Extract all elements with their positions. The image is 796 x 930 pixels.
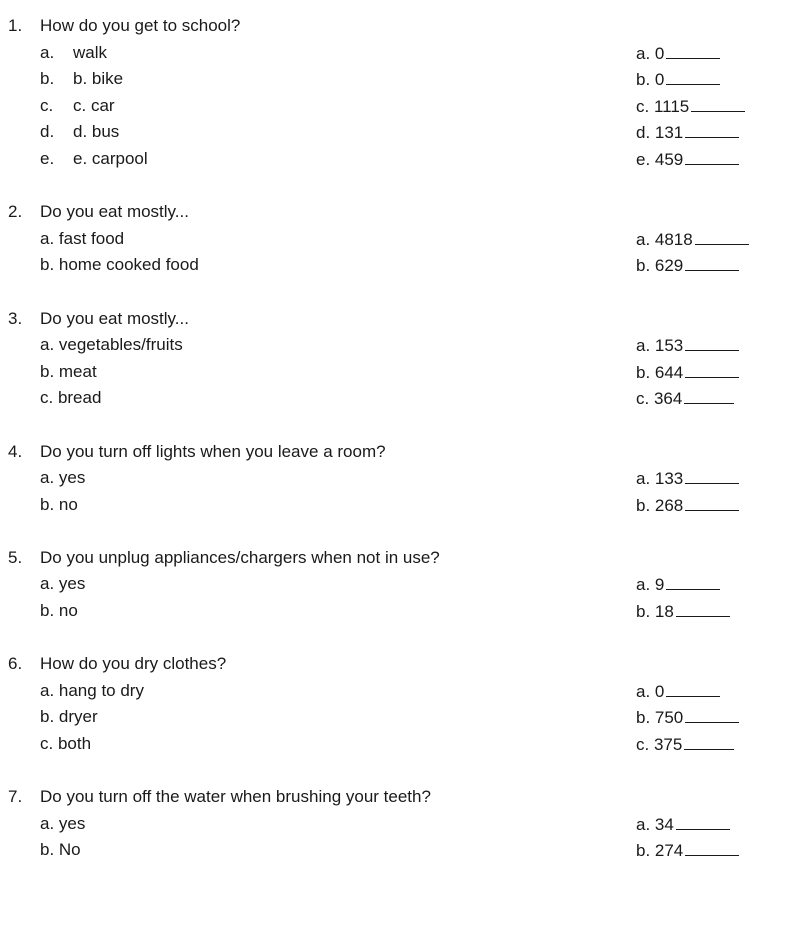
spacer <box>0 518 796 545</box>
question-1 <box>0 13 796 173</box>
question-line <box>0 306 796 333</box>
question-text: Do you turn off the water when brushing your teeth? <box>40 787 431 807</box>
question-line <box>0 545 796 572</box>
answer-count <box>636 811 730 839</box>
option-text: b. meat <box>40 361 97 381</box>
answer-count <box>636 332 739 360</box>
option-row <box>0 119 796 146</box>
answer-blank[interactable] <box>691 93 745 112</box>
question-number: 5. <box>8 547 23 567</box>
option-text: walk <box>73 42 108 62</box>
question-line <box>0 13 796 40</box>
option-row <box>0 598 796 625</box>
option-row <box>0 492 796 519</box>
answer-blank[interactable] <box>695 226 749 245</box>
answer-count <box>636 492 739 520</box>
spacer <box>0 412 796 439</box>
answer-label: a. 153 <box>636 336 684 356</box>
answer-label: c. 375 <box>636 735 683 755</box>
question-7 <box>0 784 796 864</box>
answer-label: c. 364 <box>636 389 683 409</box>
option-text: a. fast food <box>40 228 125 248</box>
question-text: Do you eat mostly... <box>40 308 189 328</box>
answer-blank[interactable] <box>685 492 739 511</box>
answer-blank[interactable] <box>676 598 730 617</box>
option-row <box>0 146 796 173</box>
answer-label: a. 0 <box>636 681 665 701</box>
answer-blank[interactable] <box>684 385 734 404</box>
option-text: a. yes <box>40 468 86 488</box>
answer-blank[interactable] <box>685 704 739 723</box>
option-text: c. both <box>40 734 92 754</box>
option-row <box>0 811 796 838</box>
option-text: b. home cooked food <box>40 255 199 275</box>
option-text: d. bus <box>73 122 120 142</box>
answer-count <box>636 146 739 174</box>
answer-label: b. 750 <box>636 708 684 728</box>
spacer <box>0 625 796 652</box>
option-text: e. carpool <box>73 148 148 168</box>
answer-label: b. 274 <box>636 841 684 861</box>
answer-count <box>636 704 739 732</box>
question-line <box>0 439 796 466</box>
option-row <box>0 93 796 120</box>
answer-blank[interactable] <box>676 811 730 830</box>
answer-blank[interactable] <box>685 146 739 165</box>
answer-label: a. 133 <box>636 469 684 489</box>
question-5 <box>0 545 796 625</box>
option-row <box>0 226 796 253</box>
answer-count <box>636 465 739 493</box>
option-text: b. bike <box>73 69 124 89</box>
spacer <box>0 173 796 200</box>
answer-label: b. 644 <box>636 362 684 382</box>
option-row <box>0 385 796 412</box>
option-letter: b. <box>40 69 55 89</box>
option-row <box>0 465 796 492</box>
question-number: 6. <box>8 654 23 674</box>
option-text: b. no <box>40 494 78 514</box>
option-letter: d. <box>40 122 55 142</box>
answer-blank[interactable] <box>666 66 720 85</box>
answer-count <box>636 385 734 413</box>
answer-label: c. 1115 <box>636 96 690 116</box>
question-number: 4. <box>8 441 23 461</box>
spacer <box>0 279 796 306</box>
question-number: 1. <box>8 16 23 35</box>
question-text: Do you unplug appliances/chargers when not in use? <box>40 547 440 567</box>
option-row <box>0 66 796 93</box>
answer-label: a. 0 <box>636 43 665 63</box>
option-text: a. vegetables/fruits <box>40 335 183 355</box>
question-6 <box>0 651 796 757</box>
survey-sheet <box>0 13 796 864</box>
question-number: 7. <box>8 787 23 807</box>
answer-label: b. 18 <box>636 602 674 622</box>
answer-label: a. 34 <box>636 814 674 834</box>
answer-count <box>636 226 749 254</box>
question-number: 3. <box>8 308 23 328</box>
answer-blank[interactable] <box>684 731 734 750</box>
answer-count <box>636 837 739 865</box>
answer-count <box>636 598 730 626</box>
answer-label: d. 131 <box>636 123 684 143</box>
answer-blank[interactable] <box>685 465 739 484</box>
option-text: b. no <box>40 601 78 621</box>
option-text: a. yes <box>40 574 86 594</box>
answer-count <box>636 678 720 706</box>
answer-count <box>636 359 739 387</box>
option-text: b. dryer <box>40 707 98 727</box>
option-row <box>0 837 796 864</box>
option-row <box>0 704 796 731</box>
question-4 <box>0 439 796 519</box>
option-row <box>0 332 796 359</box>
answer-blank[interactable] <box>685 332 739 351</box>
answer-count <box>636 571 720 599</box>
answer-label: b. 268 <box>636 495 684 515</box>
answer-count <box>636 731 734 759</box>
option-text: c. car <box>73 95 115 115</box>
question-text: How do you dry clothes? <box>40 654 227 674</box>
option-row <box>0 40 796 67</box>
question-2 <box>0 199 796 279</box>
answer-count <box>636 66 720 94</box>
answer-label: b. 629 <box>636 256 684 276</box>
answer-count <box>636 119 739 147</box>
option-row <box>0 731 796 758</box>
spacer <box>0 758 796 785</box>
option-letter: e. <box>40 148 55 168</box>
answer-label: a. 4818 <box>636 229 693 249</box>
answer-label: e. 459 <box>636 149 684 169</box>
option-row <box>0 252 796 279</box>
option-row <box>0 678 796 705</box>
option-text: b. No <box>40 840 81 860</box>
answer-label: b. 0 <box>636 70 665 90</box>
question-line <box>0 784 796 811</box>
option-text: c. bread <box>40 388 102 408</box>
question-line <box>0 651 796 678</box>
question-text: Do you turn off lights when you leave a room? <box>40 441 386 461</box>
question-text: Do you eat mostly... <box>40 202 189 222</box>
option-text: a. hang to dry <box>40 680 144 700</box>
option-row <box>0 571 796 598</box>
option-row <box>0 359 796 386</box>
option-text: a. yes <box>40 813 86 833</box>
answer-blank[interactable] <box>666 678 720 697</box>
answer-count <box>636 93 745 121</box>
answer-blank[interactable] <box>685 837 739 856</box>
answer-count <box>636 40 720 68</box>
answer-label: a. 9 <box>636 575 665 595</box>
question-line <box>0 199 796 226</box>
question-3 <box>0 306 796 412</box>
answer-blank[interactable] <box>666 571 720 590</box>
question-text: How do you get to school? <box>40 16 241 35</box>
answer-blank[interactable] <box>685 119 739 138</box>
answer-blank[interactable] <box>685 252 739 271</box>
option-letter: a. <box>40 42 55 62</box>
answer-blank[interactable] <box>685 359 739 378</box>
question-number: 2. <box>8 202 23 222</box>
option-letter: c. <box>40 95 54 115</box>
answer-count <box>636 252 739 280</box>
answer-blank[interactable] <box>666 40 720 59</box>
